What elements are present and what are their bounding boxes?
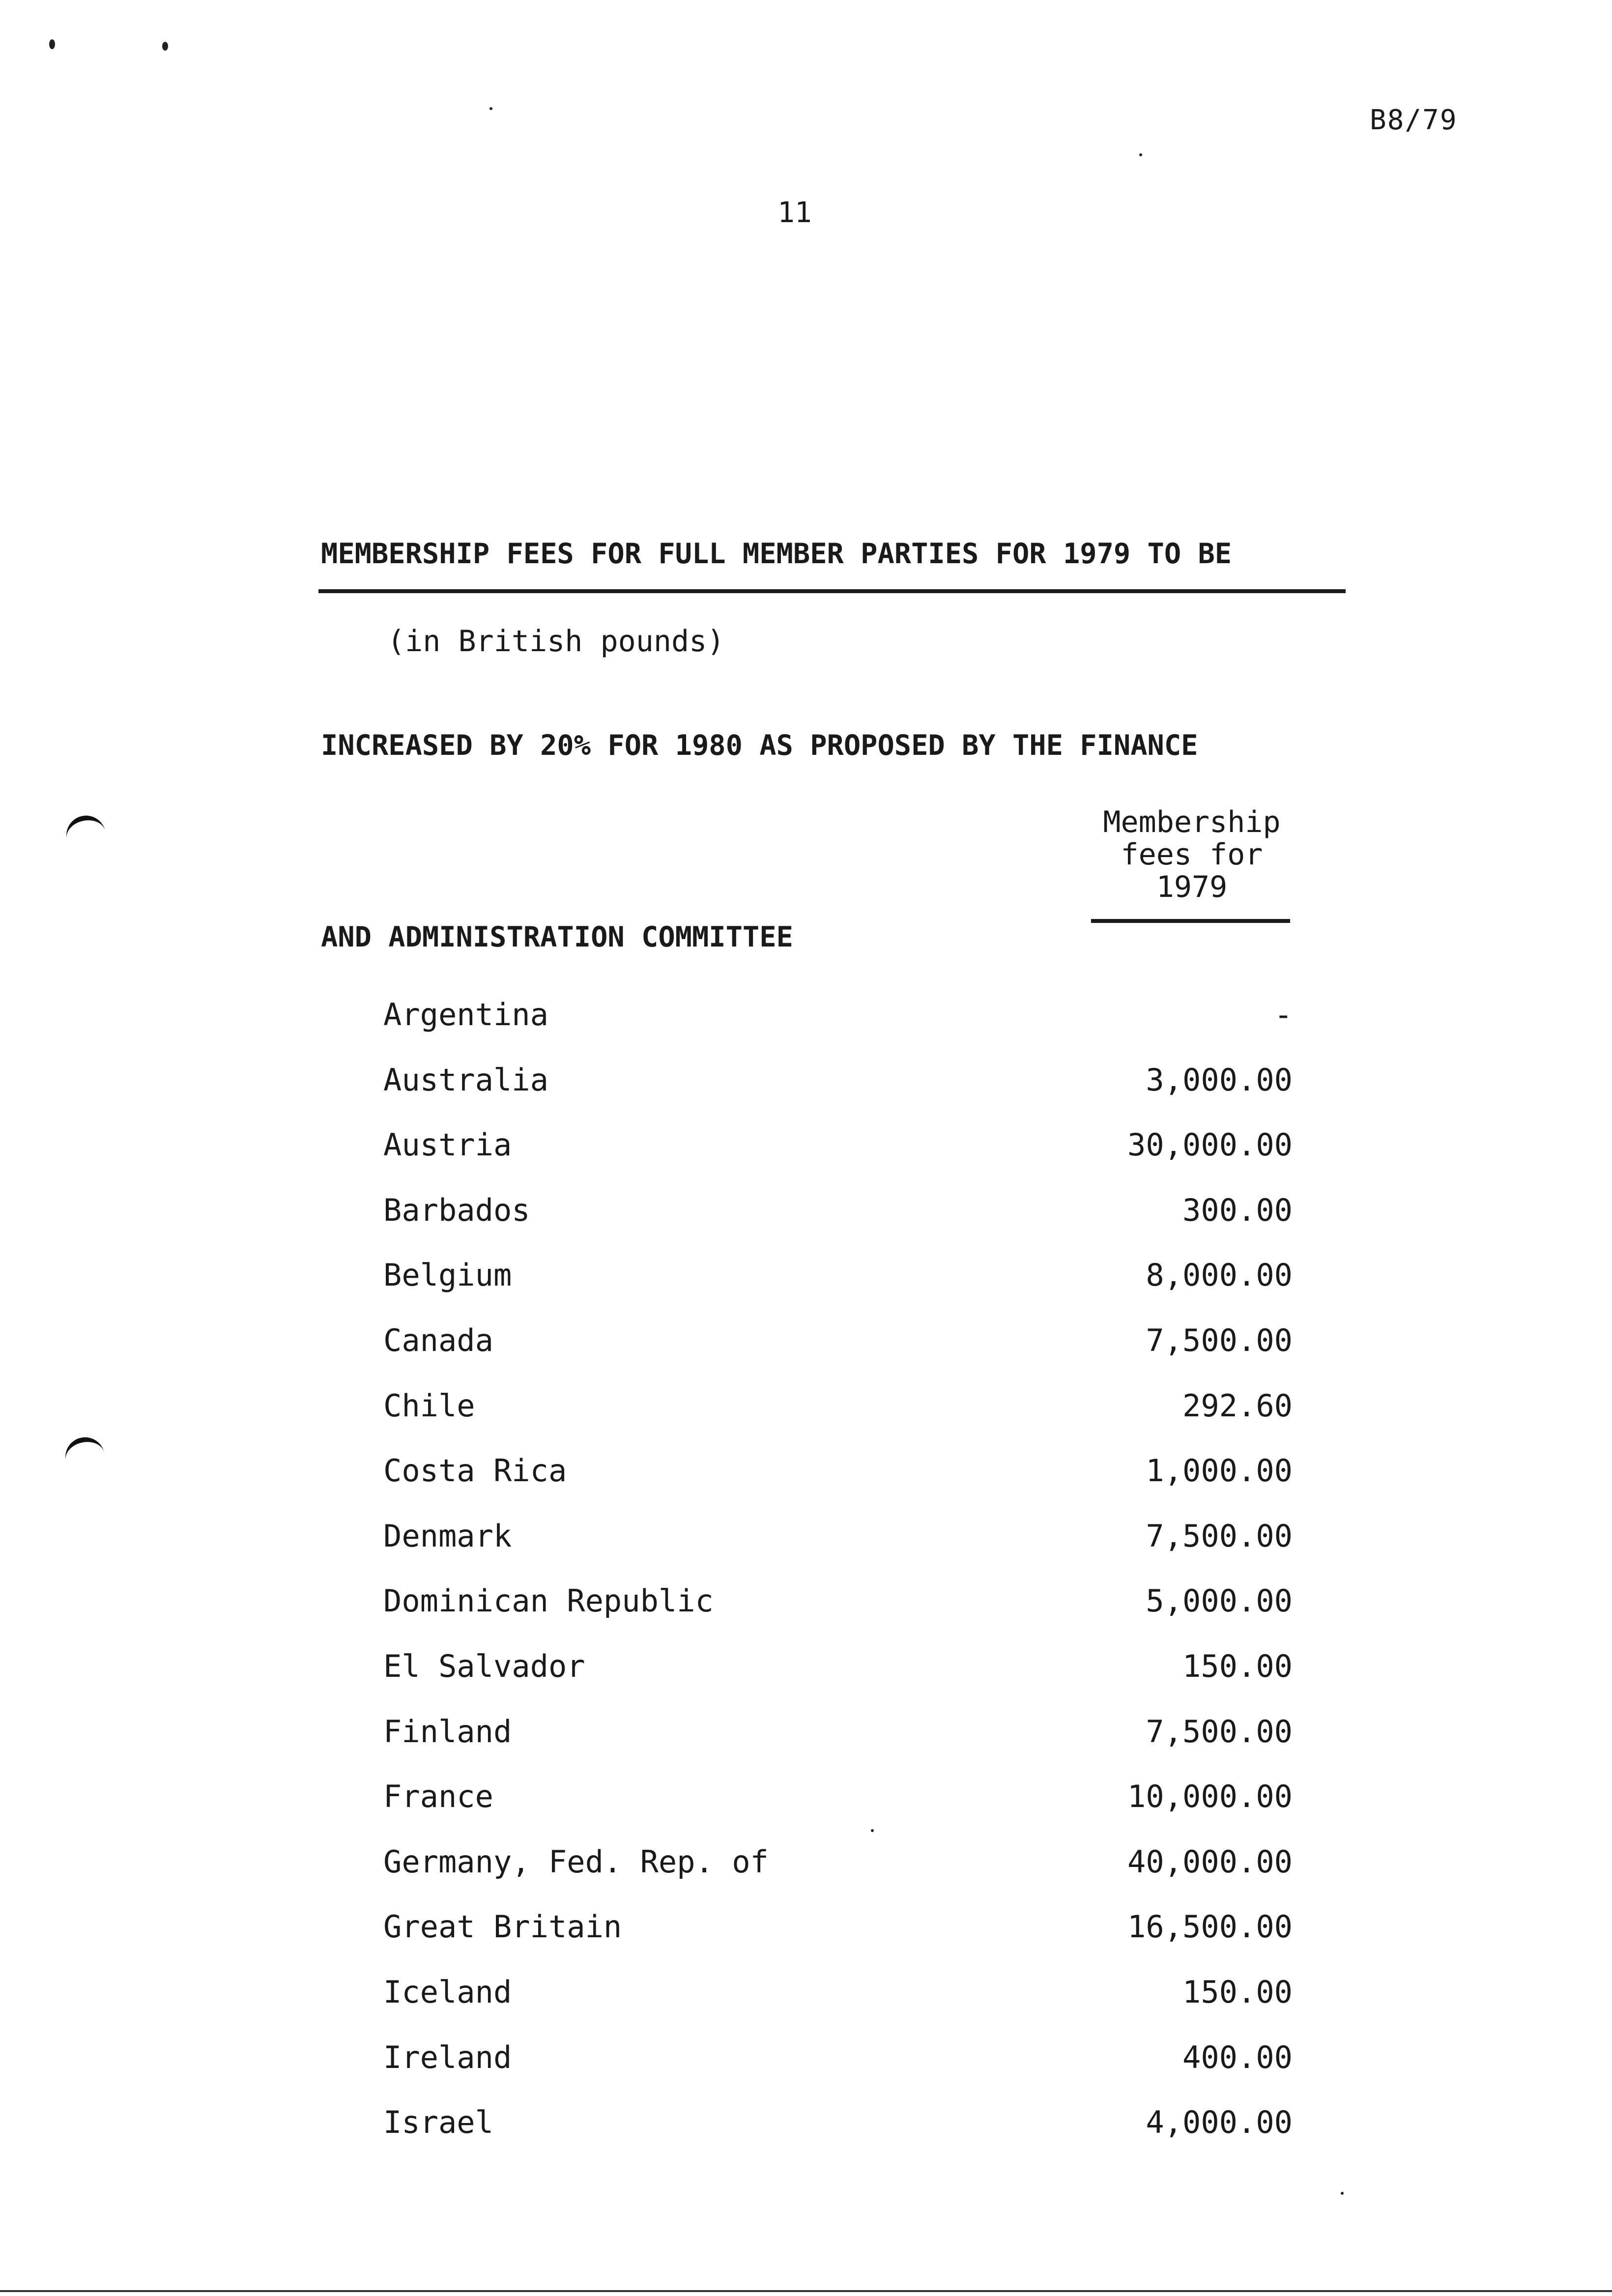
fee-amount: 150.00 bbox=[1182, 1974, 1293, 2010]
country-name: Finland bbox=[383, 1713, 512, 1750]
table-row bbox=[383, 2039, 1293, 2105]
country-name: Dominican Republic bbox=[383, 1583, 714, 1619]
fee-amount: 292.60 bbox=[1182, 1387, 1293, 1424]
fee-amount: 400.00 bbox=[1182, 2039, 1293, 2075]
country-name: Costa Rica bbox=[383, 1453, 567, 1489]
fee-amount: 7,500.00 bbox=[1146, 1322, 1293, 1358]
heading-underline bbox=[318, 589, 1346, 593]
document-heading bbox=[321, 394, 1232, 1033]
table-row bbox=[383, 1062, 1293, 1127]
table-row bbox=[383, 1648, 1293, 1714]
fee-amount: - bbox=[1274, 997, 1293, 1033]
fee-amount: 150.00 bbox=[1182, 1648, 1293, 1684]
fee-amount: 5,000.00 bbox=[1146, 1583, 1293, 1619]
heading-line-2: INCREASED BY 20% FOR 1980 AS PROPOSED BY THE FINANCE bbox=[321, 729, 1198, 762]
table-row bbox=[383, 1127, 1293, 1192]
country-name: France bbox=[383, 1779, 493, 1815]
scan-speck bbox=[871, 1829, 874, 1832]
column-header-line-2: fees for bbox=[1121, 837, 1263, 872]
table-row bbox=[383, 1583, 1293, 1648]
table-row bbox=[383, 1192, 1293, 1258]
fee-amount: 300.00 bbox=[1182, 1192, 1293, 1228]
table-row bbox=[383, 1453, 1293, 1518]
fee-amount: 16,500.00 bbox=[1127, 1909, 1293, 1945]
table-row bbox=[383, 997, 1293, 1062]
unit-note: (in British pounds) bbox=[387, 624, 725, 659]
country-name: Australia bbox=[383, 1062, 548, 1098]
column-header-underline bbox=[1091, 919, 1290, 923]
fee-amount: 1,000.00 bbox=[1146, 1453, 1293, 1489]
fee-amount: 7,500.00 bbox=[1146, 1518, 1293, 1554]
country-name: Belgium bbox=[383, 1257, 512, 1293]
scan-speck bbox=[162, 42, 168, 51]
country-name: Barbados bbox=[383, 1192, 530, 1228]
fee-amount: 40,000.00 bbox=[1127, 1843, 1293, 1880]
fee-amount: 8,000.00 bbox=[1146, 1257, 1293, 1293]
country-name: El Salvador bbox=[383, 1648, 585, 1684]
scan-speck bbox=[1341, 2192, 1344, 2195]
country-name: Germany, Fed. Rep. of bbox=[383, 1843, 769, 1880]
table-row bbox=[383, 1257, 1293, 1322]
country-name: Chile bbox=[383, 1387, 475, 1424]
table-row bbox=[383, 2104, 1293, 2170]
table-row bbox=[383, 1518, 1293, 1583]
country-name: Israel bbox=[383, 2104, 493, 2141]
country-name: Ireland bbox=[383, 2039, 512, 2075]
heading-line-3: AND ADMINISTRATION COMMITTEE bbox=[321, 921, 793, 953]
fees-column-header bbox=[1086, 806, 1297, 903]
column-header-line-3: 1979 bbox=[1156, 870, 1228, 904]
scan-speck bbox=[1139, 153, 1142, 156]
table-row bbox=[383, 1909, 1293, 1974]
country-name: Austria bbox=[383, 1127, 512, 1163]
column-header-line-1: Membership bbox=[1103, 805, 1281, 839]
page-bottom-edge bbox=[0, 2290, 1612, 2292]
country-name: Great Britain bbox=[383, 1909, 622, 1945]
table-row bbox=[383, 1388, 1293, 1453]
table-row bbox=[383, 1974, 1293, 2039]
country-name: Argentina bbox=[383, 997, 548, 1033]
membership-fees-table bbox=[383, 997, 1293, 2170]
table-row bbox=[383, 1779, 1293, 1844]
table-row bbox=[383, 1322, 1293, 1388]
heading-line-1: MEMBERSHIP FEES FOR FULL MEMBER PARTIES FOR 1979 TO BE bbox=[321, 538, 1232, 570]
country-name: Denmark bbox=[383, 1518, 512, 1554]
scan-speck bbox=[489, 107, 492, 110]
country-name: Canada bbox=[383, 1322, 493, 1358]
country-name: Iceland bbox=[383, 1974, 512, 2010]
table-row bbox=[383, 1714, 1293, 1779]
fee-amount: 7,500.00 bbox=[1146, 1713, 1293, 1750]
fee-amount: 3,000.00 bbox=[1146, 1062, 1293, 1098]
fee-amount: 30,000.00 bbox=[1127, 1127, 1293, 1163]
fee-amount: 10,000.00 bbox=[1127, 1779, 1293, 1815]
scan-speck bbox=[49, 39, 55, 49]
fee-amount: 4,000.00 bbox=[1146, 2104, 1293, 2141]
punch-hole-mark bbox=[63, 812, 107, 844]
table-row bbox=[383, 1844, 1293, 1909]
page-number: 11 bbox=[777, 196, 812, 229]
document-reference: B8/79 bbox=[1370, 104, 1458, 136]
punch-hole-mark bbox=[62, 1434, 106, 1466]
